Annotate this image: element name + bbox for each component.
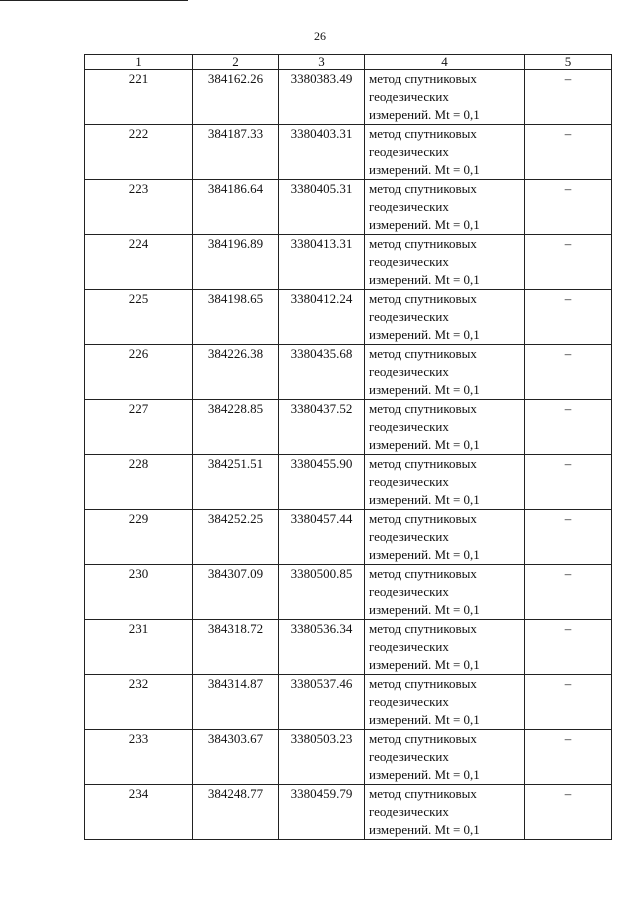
column-header: 1 <box>85 55 193 70</box>
y-coordinate-cell: 3380500.85 <box>279 565 365 620</box>
method-line: метод спутниковых <box>369 511 477 526</box>
x-coordinate-cell: 384314.87 <box>193 675 279 730</box>
note-cell: – <box>525 345 612 400</box>
method-line: геодезических <box>369 804 449 819</box>
method-line: метод спутниковых <box>369 346 477 361</box>
note-cell: – <box>525 70 612 125</box>
method-line: геодезических <box>369 474 449 489</box>
method-line: метод спутниковых <box>369 236 477 251</box>
coordinates-table <box>84 54 612 840</box>
column-header: 2 <box>193 55 279 70</box>
point-number-cell: 229 <box>85 510 193 565</box>
method-line: метод спутниковых <box>369 566 477 581</box>
x-coordinate-cell: 384196.89 <box>193 235 279 290</box>
method-cell <box>365 675 525 730</box>
point-number-cell: 225 <box>85 290 193 345</box>
table-row <box>85 675 612 730</box>
method-line: метод спутниковых <box>369 71 477 86</box>
method-line: геодезических <box>369 89 449 104</box>
method-line: измерений. Mt = 0,1 <box>369 492 480 507</box>
table-row <box>85 70 612 125</box>
note-cell: – <box>525 235 612 290</box>
x-coordinate-cell: 384162.26 <box>193 70 279 125</box>
table-row <box>85 400 612 455</box>
y-coordinate-cell: 3380503.23 <box>279 730 365 785</box>
method-cell <box>365 180 525 235</box>
method-line: метод спутниковых <box>369 621 477 636</box>
point-number-cell: 230 <box>85 565 193 620</box>
note-cell: – <box>525 675 612 730</box>
y-coordinate-cell: 3380435.68 <box>279 345 365 400</box>
y-coordinate-cell: 3380457.44 <box>279 510 365 565</box>
y-coordinate-cell: 3380455.90 <box>279 455 365 510</box>
method-line: измерений. Mt = 0,1 <box>369 327 480 342</box>
table-row <box>85 455 612 510</box>
method-line: метод спутниковых <box>369 126 477 141</box>
x-coordinate-cell: 384248.77 <box>193 785 279 840</box>
method-cell <box>365 510 525 565</box>
point-number-cell: 224 <box>85 235 193 290</box>
method-cell <box>365 125 525 180</box>
note-cell: – <box>525 785 612 840</box>
method-line: геодезических <box>369 639 449 654</box>
method-line: геодезических <box>369 529 449 544</box>
method-cell <box>365 235 525 290</box>
note-cell: – <box>525 290 612 345</box>
point-number-cell: 231 <box>85 620 193 675</box>
method-line: измерений. Mt = 0,1 <box>369 712 480 727</box>
method-line: метод спутниковых <box>369 786 477 801</box>
method-line: геодезических <box>369 694 449 709</box>
note-cell: – <box>525 565 612 620</box>
method-line: геодезических <box>369 254 449 269</box>
top-rule <box>0 0 188 1</box>
table-row <box>85 510 612 565</box>
y-coordinate-cell: 3380413.31 <box>279 235 365 290</box>
y-coordinate-cell: 3380437.52 <box>279 400 365 455</box>
x-coordinate-cell: 384198.65 <box>193 290 279 345</box>
note-cell: – <box>525 180 612 235</box>
method-line: измерений. Mt = 0,1 <box>369 547 480 562</box>
column-header: 5 <box>525 55 612 70</box>
method-cell <box>365 620 525 675</box>
note-cell: – <box>525 125 612 180</box>
method-line: метод спутниковых <box>369 676 477 691</box>
method-line: геодезических <box>369 199 449 214</box>
table-row <box>85 345 612 400</box>
method-line: измерений. Mt = 0,1 <box>369 272 480 287</box>
point-number-cell: 228 <box>85 455 193 510</box>
table-row <box>85 180 612 235</box>
method-line: измерений. Mt = 0,1 <box>369 217 480 232</box>
table-row <box>85 290 612 345</box>
method-line: метод спутниковых <box>369 291 477 306</box>
table-row <box>85 235 612 290</box>
page-number: 26 <box>314 29 326 43</box>
note-cell: – <box>525 510 612 565</box>
table-row <box>85 125 612 180</box>
x-coordinate-cell: 384228.85 <box>193 400 279 455</box>
x-coordinate-cell: 384318.72 <box>193 620 279 675</box>
method-line: геодезических <box>369 584 449 599</box>
y-coordinate-cell: 3380383.49 <box>279 70 365 125</box>
x-coordinate-cell: 384226.38 <box>193 345 279 400</box>
method-line: измерений. Mt = 0,1 <box>369 437 480 452</box>
method-line: измерений. Mt = 0,1 <box>369 602 480 617</box>
note-cell: – <box>525 730 612 785</box>
method-line: метод спутниковых <box>369 401 477 416</box>
method-line: измерений. Mt = 0,1 <box>369 107 480 122</box>
method-line: метод спутниковых <box>369 181 477 196</box>
x-coordinate-cell: 384307.09 <box>193 565 279 620</box>
method-line: геодезических <box>369 749 449 764</box>
point-number-cell: 232 <box>85 675 193 730</box>
method-line: метод спутниковых <box>369 456 477 471</box>
method-cell <box>365 730 525 785</box>
table-row <box>85 785 612 840</box>
method-line: геодезических <box>369 364 449 379</box>
method-cell <box>365 345 525 400</box>
y-coordinate-cell: 3380405.31 <box>279 180 365 235</box>
point-number-cell: 233 <box>85 730 193 785</box>
x-coordinate-cell: 384252.25 <box>193 510 279 565</box>
table-row <box>85 730 612 785</box>
method-line: измерений. Mt = 0,1 <box>369 822 480 837</box>
note-cell: – <box>525 620 612 675</box>
note-cell: – <box>525 400 612 455</box>
method-cell <box>365 785 525 840</box>
point-number-cell: 223 <box>85 180 193 235</box>
method-cell <box>365 565 525 620</box>
column-header: 4 <box>365 55 525 70</box>
method-line: измерений. Mt = 0,1 <box>369 767 480 782</box>
method-line: геодезических <box>369 419 449 434</box>
table-row <box>85 620 612 675</box>
point-number-cell: 234 <box>85 785 193 840</box>
method-line: геодезических <box>369 144 449 159</box>
method-cell <box>365 455 525 510</box>
method-cell <box>365 290 525 345</box>
point-number-cell: 227 <box>85 400 193 455</box>
point-number-cell: 226 <box>85 345 193 400</box>
note-cell: – <box>525 455 612 510</box>
y-coordinate-cell: 3380412.24 <box>279 290 365 345</box>
method-line: геодезических <box>369 309 449 324</box>
method-line: измерений. Mt = 0,1 <box>369 382 480 397</box>
table-row <box>85 565 612 620</box>
x-coordinate-cell: 384303.67 <box>193 730 279 785</box>
y-coordinate-cell: 3380459.79 <box>279 785 365 840</box>
method-cell <box>365 70 525 125</box>
x-coordinate-cell: 384251.51 <box>193 455 279 510</box>
y-coordinate-cell: 3380403.31 <box>279 125 365 180</box>
x-coordinate-cell: 384186.64 <box>193 180 279 235</box>
point-number-cell: 221 <box>85 70 193 125</box>
y-coordinate-cell: 3380537.46 <box>279 675 365 730</box>
column-header: 3 <box>279 55 365 70</box>
x-coordinate-cell: 384187.33 <box>193 125 279 180</box>
point-number-cell: 222 <box>85 125 193 180</box>
method-line: метод спутниковых <box>369 731 477 746</box>
y-coordinate-cell: 3380536.34 <box>279 620 365 675</box>
method-line: измерений. Mt = 0,1 <box>369 162 480 177</box>
header-row <box>85 55 612 70</box>
method-line: измерений. Mt = 0,1 <box>369 657 480 672</box>
method-cell <box>365 400 525 455</box>
